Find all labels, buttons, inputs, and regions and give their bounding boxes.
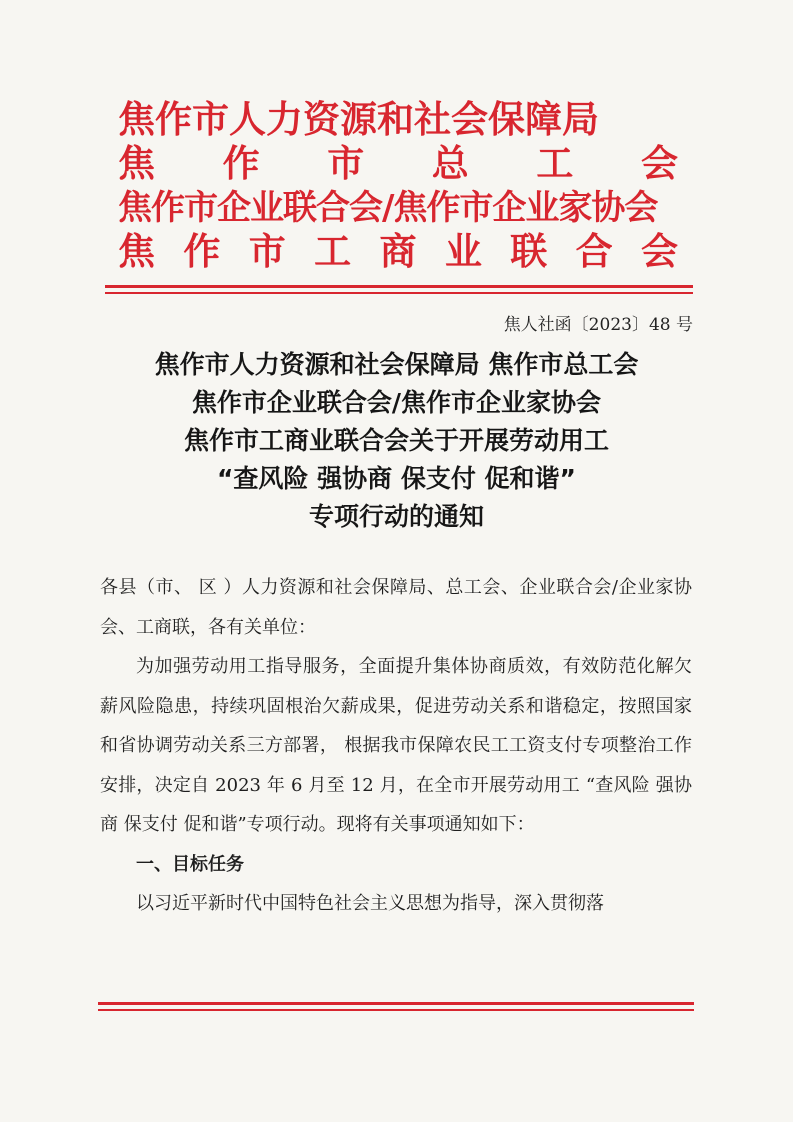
document-number: 焦人社函〔2023〕48 号 [503,315,693,335]
letterhead-char: 工 [536,142,574,185]
document-title [90,346,703,536]
letterhead-char: 商 [379,230,417,273]
red-divider-top-thin [105,292,693,294]
letterhead-char: 合 [575,230,613,273]
document-body [100,568,692,924]
title-line: 焦作市人力资源和社会保障局 焦作市总工会 [154,350,639,379]
section-heading: 一、目标任务 [136,853,244,875]
letterhead-char: 工 [314,230,352,273]
body-paragraph: 为加强劳动用工指导服务，全面提升集体协商质效，有效防范化解欠薪风险隐患，持续巩固根治欠薪成果，促进劳动关系和谐稳定，按照国家和省协调劳动关系三方部署， 根据我市保障农民工工资支付专项整治工作安排，决定自 2023 年 6 月至 12 月，在全市开展劳动用工 “查风险 强协商 保支付 促和谐”专项行动。现将有关事项通知如下： [100,656,692,835]
letterhead-char: 市 [248,230,286,273]
letterhead-char: 作 [222,142,260,185]
title-line: “查风险 强协商 保支付 促和谐” [217,464,576,493]
letterhead-char: 联 [510,230,548,273]
red-divider-top [105,285,693,288]
body-paragraph: 以习近平新时代中国特色社会主义思想为指导，深入贯彻落 [136,893,604,914]
red-divider-bottom-thin [98,1009,694,1011]
title-line: 专项行动的通知 [308,502,484,531]
letterhead-line-2 [118,142,678,186]
title-line: 焦作市工商业联合会关于开展劳动用工 [183,426,609,455]
letterhead-char: 会 [641,230,678,273]
letterhead-char: 市 [327,142,365,185]
red-divider-bottom [98,1002,694,1005]
salutation: 各县（市、 区 ）人力资源和社会保障局、总工会、企业联合会/企业家协会、工商联，各有关单位： [100,577,692,638]
letterhead-char: 业 [444,230,482,273]
letterhead-char: 会 [640,142,678,185]
letterhead-line-4 [118,230,678,274]
letterhead [118,98,678,274]
letterhead-char: 总 [431,142,469,185]
letterhead-line-1: 焦作市人力资源和社会保障局 [118,98,599,141]
letterhead-char: 作 [183,230,221,273]
letterhead-line-3: 焦作市企业联合会/焦作市企业家协会 [118,188,658,228]
letterhead-char: 焦 [118,230,155,273]
letterhead-char: 焦 [118,142,155,185]
title-line: 焦作市企业联合会/焦作市企业家协会 [191,388,602,417]
